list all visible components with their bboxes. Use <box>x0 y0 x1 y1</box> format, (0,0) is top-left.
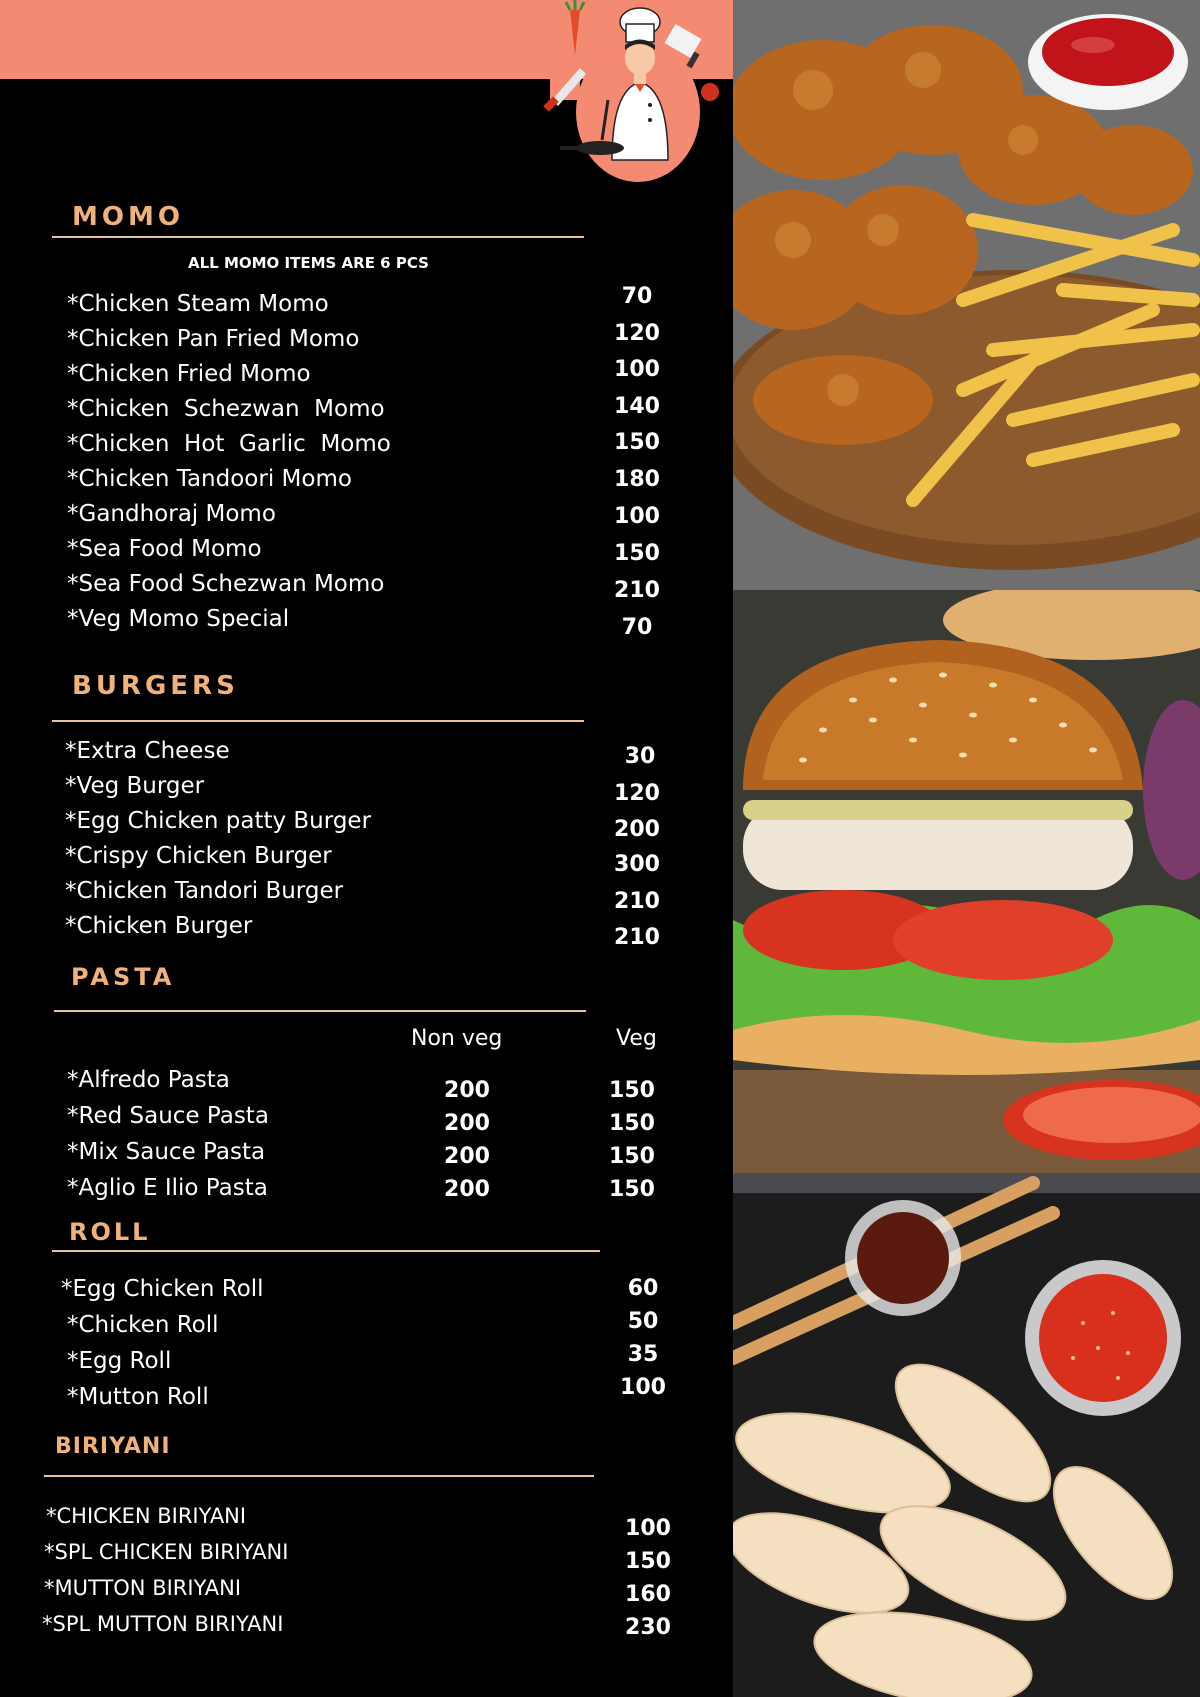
menu-item-price: 180 <box>614 467 660 492</box>
menu-item-name: *Chicken Tandori Burger <box>65 878 344 904</box>
burger-photo <box>733 590 1200 1173</box>
menu-item-price: 50 <box>627 1309 659 1334</box>
menu-item-price: 210 <box>614 925 660 950</box>
menu-item-price: 150 <box>625 1549 671 1574</box>
menu-item-name: *Sea Food Schezwan Momo <box>67 571 385 597</box>
menu-item-price: 300 <box>614 852 660 877</box>
momo-rule <box>52 236 584 238</box>
menu-item-price: 100 <box>614 357 660 382</box>
menu-item-name: *Chicken Burger <box>65 913 253 939</box>
menu-item-price: 120 <box>614 321 660 346</box>
menu-item-price: 100 <box>614 504 660 529</box>
menu-item-price: 210 <box>614 578 660 603</box>
menu-item-name: *Aglio E Ilio Pasta <box>67 1175 268 1201</box>
menu-item-price-veg: 150 <box>609 1078 655 1103</box>
menu-item-name: *Chicken Pan Fried Momo <box>67 326 360 352</box>
pasta-rule <box>54 1010 586 1012</box>
menu-item-name: *Extra Cheese <box>65 738 230 764</box>
menu-item-price: 100 <box>620 1375 666 1400</box>
menu-item-name: *Chicken Roll <box>67 1312 219 1338</box>
menu-item-name: *Veg Momo Special <box>67 606 290 632</box>
roll-rule <box>52 1250 600 1252</box>
menu-item-price-nonveg: 200 <box>444 1177 490 1202</box>
menu-item-price: 150 <box>614 541 660 566</box>
menu-item-name: *Chicken Tandoori Momo <box>67 466 352 492</box>
biriyani-rule <box>44 1475 594 1477</box>
menu-item-price: 30 <box>624 744 656 769</box>
biriyani-title: BIRIYANI <box>55 1434 171 1459</box>
menu-item-price-nonveg: 200 <box>444 1111 490 1136</box>
menu-item-name: *Mix Sauce Pasta <box>67 1139 266 1165</box>
menu-item-name: *Egg Chicken patty Burger <box>65 808 372 834</box>
menu-item-name: *SPL CHICKEN BIRIYANI <box>44 1540 289 1564</box>
menu-item-price: 60 <box>627 1276 659 1301</box>
menu-item-price: 70 <box>621 615 653 640</box>
menu-item-name: *Sea Food Momo <box>67 536 262 562</box>
menu-item-name: *Egg Roll <box>67 1348 172 1374</box>
menu-item-price: 200 <box>614 817 660 842</box>
menu-item-price-nonveg: 200 <box>444 1144 490 1169</box>
menu-item-name: *SPL MUTTON BIRIYANI <box>42 1612 284 1636</box>
menu-item-name: *Chicken Fried Momo <box>67 361 311 387</box>
chef-illustration-icon <box>540 0 720 185</box>
menu-item-name: *MUTTON BIRIYANI <box>44 1576 242 1600</box>
col-veg-header: Veg <box>616 1026 657 1051</box>
menu-item-name: *Egg Chicken Roll <box>61 1276 264 1302</box>
menu-item-name: *Veg Burger <box>65 773 205 799</box>
fried-chicken-fries-photo <box>733 0 1200 590</box>
pasta-title: PASTA <box>71 963 176 991</box>
menu-item-price-veg: 150 <box>609 1111 655 1136</box>
menu-item-price: 160 <box>625 1582 671 1607</box>
menu-item-name: *Alfredo Pasta <box>67 1067 230 1093</box>
momo-photo <box>733 1173 1200 1697</box>
menu-item-name: *Mutton Roll <box>67 1384 209 1410</box>
menu-item-price: 210 <box>614 889 660 914</box>
momo-note: ALL MOMO ITEMS ARE 6 PCS <box>188 254 429 272</box>
menu-item-price: 150 <box>614 430 660 455</box>
menu-item-name: *CHICKEN BIRIYANI <box>46 1504 247 1528</box>
menu-item-price: 120 <box>614 781 660 806</box>
menu-item-name: *Red Sauce Pasta <box>67 1103 269 1129</box>
menu-item-name: *Chicken Steam Momo <box>67 291 329 317</box>
menu-item-price-nonveg: 200 <box>444 1078 490 1103</box>
menu-item-name: *Chicken Hot Garlic Momo <box>67 431 391 457</box>
menu-item-name: *Gandhoraj Momo <box>67 501 276 527</box>
menu-item-price: 230 <box>625 1615 671 1640</box>
burgers-title: BURGERS <box>72 671 239 701</box>
menu-item-price: 140 <box>614 394 660 419</box>
menu-item-price-veg: 150 <box>609 1177 655 1202</box>
menu-item-name: *Chicken Schezwan Momo <box>67 396 385 422</box>
menu-item-price: 100 <box>625 1516 671 1541</box>
menu-item-price-veg: 150 <box>609 1144 655 1169</box>
menu-item-price: 70 <box>621 284 653 309</box>
col-nonveg-header: Non veg <box>411 1026 503 1051</box>
menu-item-name: *Crispy Chicken Burger <box>65 843 332 869</box>
roll-title: ROLL <box>69 1218 151 1246</box>
burgers-rule <box>52 720 584 722</box>
momo-title: MOMO <box>72 202 184 232</box>
menu-item-price: 35 <box>627 1342 659 1367</box>
